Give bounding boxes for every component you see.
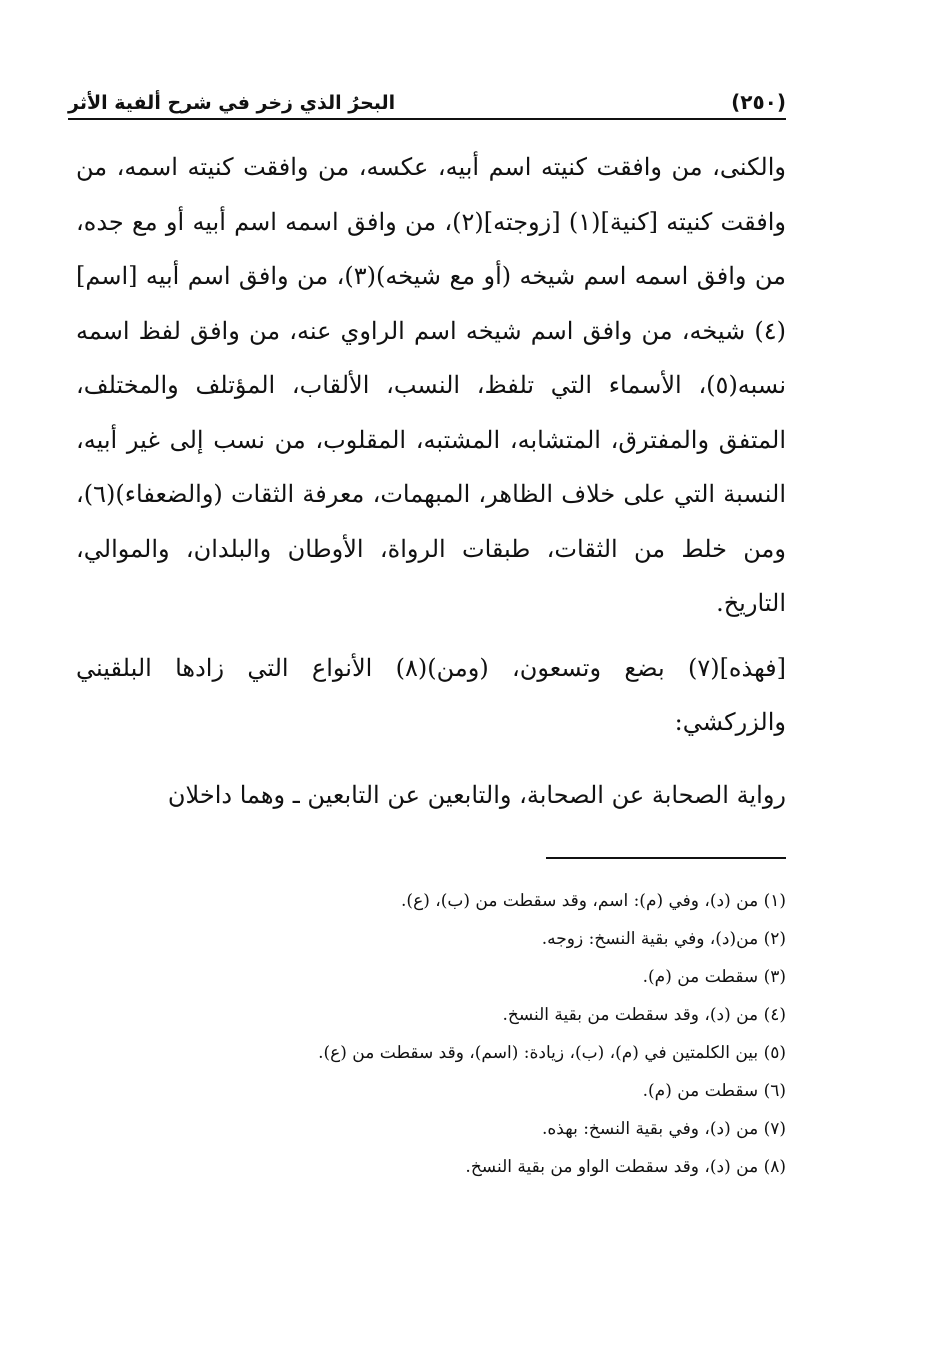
paragraph: والكنى، من وافقت كنيته اسم أبيه، عكسه، من وافقت كنيته اسمه، من وافقت كنيته [كنية](١) [زوجته](٢)، من وافق اسمه اسم أبيه أو مع جده، من وافق اسمه اسم شيخه (أو مع شيخه)(٣)، من وافق اسم أبيه [اسم](٤) شيخه، من وافق اسم شيخه اسم الراوي عنه، من وافق لفظ اسمه نسبه(٥)، الأسماء التي تلفظ، النسب، الألقاب، المؤتلف والمختلف، المتفق والمفترق، المتشابه، المشتبه، المقلوب، من نسب إلى غير أبيه، النسبة التي على خلاف الظاهر، المبهمات، معرفة الثقات (والضعفاء)(٦)، ومن خلط من الثقات، طبقات الرواة، الأوطان والبلدان، والموالي، التاريخ. — [76, 153, 786, 617]
footnote: (٦) سقطت من (م). — [642, 1081, 786, 1101]
footnote: (٨) من (د)، وقد سقطت الواو من بقية النسخ. — [465, 1157, 786, 1177]
paragraph: رواية الصحابة عن الصحابة، والتابعين عن التابعين ـ وهما داخلان — [167, 780, 786, 809]
running-title: البحرُ الذي زخر في شرح ألفية الأثر — [68, 92, 396, 114]
footnote: (٤) من (د)، وقد سقطت من بقية النسخ. — [502, 1005, 786, 1025]
footnote: (١) من (د)، وفي (م): اسم، وقد سقطت من (ب)، (ع). — [401, 891, 786, 911]
footnote-divider — [546, 857, 786, 859]
footnotes — [160, 882, 786, 1186]
footnote: (٥) بين الكلمتين في (م)، (ب)، زيادة: (اسم)، وقد سقطت من (ع). — [318, 1043, 786, 1063]
footnote: (٣) سقطت من (م). — [642, 967, 786, 987]
page-number: (٢٥٠) — [731, 90, 786, 114]
page-header — [68, 78, 786, 120]
footnote: (٢) من(د)، وفي بقية النسخ: زوجه. — [541, 929, 786, 949]
footnote: (٧) من (د)، وفي بقية النسخ: بهذه. — [542, 1119, 786, 1139]
paragraph: [فهذه](٧) بضع وتسعون، (ومن)(٨) الأنواع التي زادها البلقيني والزركشي: — [76, 653, 786, 736]
main-text — [76, 140, 786, 822]
